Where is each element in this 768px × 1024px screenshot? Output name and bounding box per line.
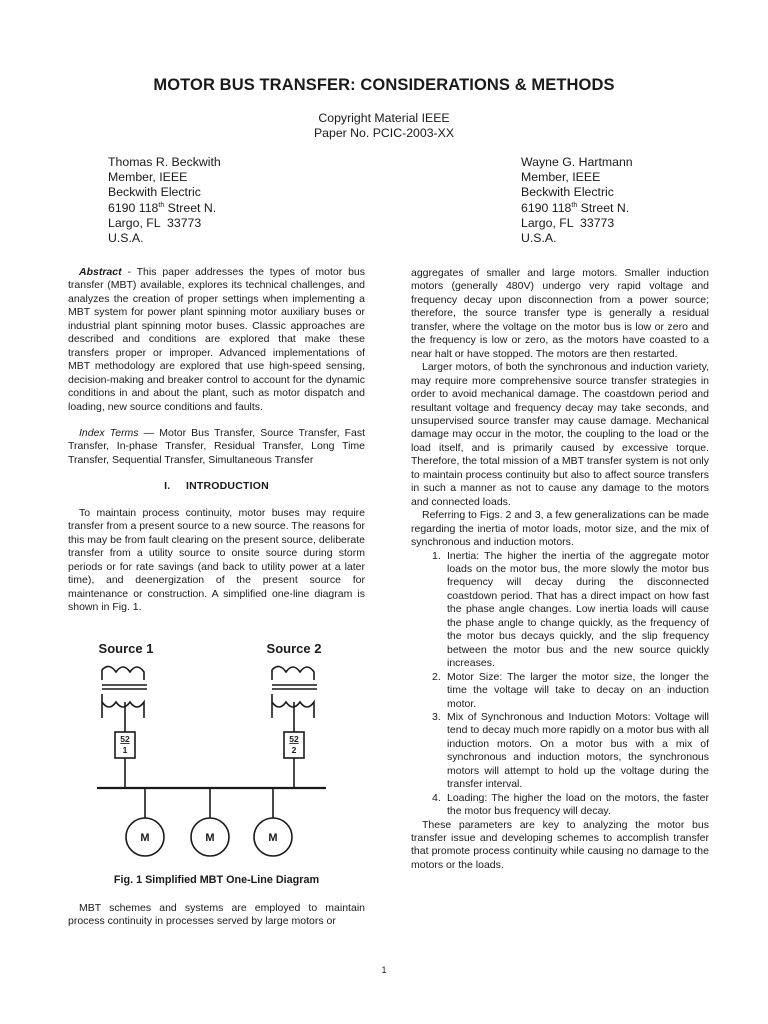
right-paragraph-4: These parameters are key to analyzing the motor bus transfer issue and developing schemes to accomplish transfer that promote process continuity while causing no damage to the motors or the loads.: [411, 818, 709, 871]
author-street: 6190 118th Street N.: [108, 200, 217, 215]
left-column-bottom: [68, 902, 365, 929]
source-1-label: Source 1: [98, 641, 154, 656]
author-right: [521, 155, 633, 246]
author-left: [108, 155, 221, 246]
copyright-block: [0, 111, 768, 141]
right-column: [411, 267, 709, 872]
section-heading: I. INTRODUCTION: [164, 480, 269, 493]
list-item: 3. Mix of Synchronous and Induction Motors: Voltage will tend to decay much more rapidly on a motor bus with all induction motors. On a motor bus with a mix of synchronous and induction motors, the synchronous motors will attempt to hold up the voltage during the transfer interval.: [432, 710, 709, 791]
copyright-line: Copyright Material IEEE: [318, 111, 450, 125]
author-country: U.S.A.: [108, 231, 144, 246]
paper-number: Paper No. PCIC-2003-XX: [313, 126, 455, 140]
motor-2-label: M: [205, 832, 215, 844]
breaker-1-index: 1: [122, 745, 128, 755]
author-name: Thomas R. Beckwith: [108, 155, 221, 169]
author-country: U.S.A.: [521, 231, 557, 246]
author-organization: Beckwith Electric: [108, 185, 201, 200]
right-paragraph-3: Referring to Figs. 2 and 3, a few generalizations can be made regarding the inertia of motor loads, motor size, and the mix of synchronous and induction motors.: [411, 509, 709, 549]
author-organization: Beckwith Electric: [521, 185, 614, 200]
transformer-2-icon: [272, 666, 317, 732]
list-item: 1. Inertia: The higher the inertia of the aggregate motor loads on the motor bus, the more slowly the motor bus frequency will decay during the disconnected coastdown period. That has a direct impact on how fast the phase angle changes. Low inertia loads will cause the phase angle to change quickly, as the frequency of the motor bus decays quickly, and the slip frequency between the motor bus and the new source quickly increases.: [432, 549, 709, 670]
breaker-2-index: 2: [291, 745, 297, 755]
abstract-paragraph: Abstract - This paper addresses the types of motor bus transfer (MBT) available, explores its technical challenges, and analyzes the creation of proper settings when implementing a MBT system for power plant spinning motor auxiliary buses or industrial plant spinning motor buses. Classic approaches are described and conditions are explored that make these transfers proper or improper. Advanced implementations of MBT methodology are explored that use high-speed sensing, decision-making and breaker control to account for the dynamic conditions in and about the plant, such as motor dispatch and loading, new source conditions and faults.: [68, 266, 365, 413]
index-terms-paragraph: Index Terms — Motor Bus Transfer, Source Transfer, Fast Transfer, In-phase Transfer, Residual Transfer, Long Time Transfer, Sequential Transfer, Simultaneous Transfer: [68, 426, 365, 466]
breaker-1-number: 52: [120, 734, 130, 744]
right-paragraph-2: Larger motors, of both the synchronous and induction variety, may require more comprehensive source transfer strategies in order to avoid mechanical damage. The coastdown period and resultant voltage and frequency decay may take seconds, and unsupervised source transfer may cause damage. Mechanical damage may occur in the motor, the coupling to the load or the load itself, and is primarily caused by excessive torque. Therefore, the total mission of a MBT transfer system is not only to maintain process continuity but also to affect source transfers in such a manner as not to cause any damage to the motors and connected loads.: [411, 361, 709, 508]
author-street: 6190 118th Street N.: [521, 200, 630, 215]
author-membership: Member, IEEE: [108, 170, 188, 185]
generalizations-list: [411, 550, 709, 819]
motor-3-label: M: [268, 832, 278, 844]
page-number: 1: [381, 965, 387, 975]
figure-caption: Fig. 1 Simplified MBT One-Line Diagram: [113, 874, 320, 886]
author-name: Wayne G. Hartmann: [521, 155, 633, 169]
author-membership: Member, IEEE: [521, 170, 601, 185]
left-closing-paragraph: MBT schemes and systems are employed to maintain process continuity in processes served by large motors or: [68, 902, 365, 928]
author-city: Largo, FL 33773: [521, 215, 615, 230]
list-item: 4. Loading: The higher the load on the motors, the faster the motor bus frequency will decay.: [432, 791, 709, 818]
motor-1-label: M: [140, 832, 150, 844]
author-city: Largo, FL 33773: [108, 215, 202, 230]
paper-title: MOTOR BUS TRANSFER: CONSIDERATIONS & METHODS: [153, 76, 615, 94]
breaker-2-number: 52: [289, 734, 299, 744]
right-paragraph-1: aggregates of smaller and large motors. Smaller induction motors (generally 480V) undergo very rapid voltage and frequency decay upon disconnection from a power source; therefore, the source transfer type is generally a residual transfer, where the voltage on the motor bus is low or zero and the frequency is low or zero, as the motors have coasted to a near halt or have stopped. The motors are then restarted.: [411, 267, 709, 360]
source-2-label: Source 2: [266, 641, 322, 656]
list-item: 2. Motor Size: The larger the motor size, the longer the time the voltage will take to decay on an induction motor.: [432, 670, 709, 710]
one-line-diagram: [80, 636, 370, 876]
left-column-top: [68, 266, 365, 614]
intro-paragraph: To maintain process continuity, motor buses may require transfer from a present source to a new source. The reasons for this may be from fault clearing on the present source, deliberate transfer from a utility source to onsite source during storm periods or for rate savings (and back to utility power at a later time), and deenergization of the present source for maintenance or construction. A simplified one-line diagram is shown in Fig. 1.: [68, 506, 365, 613]
transformer-1-icon: [102, 666, 147, 732]
